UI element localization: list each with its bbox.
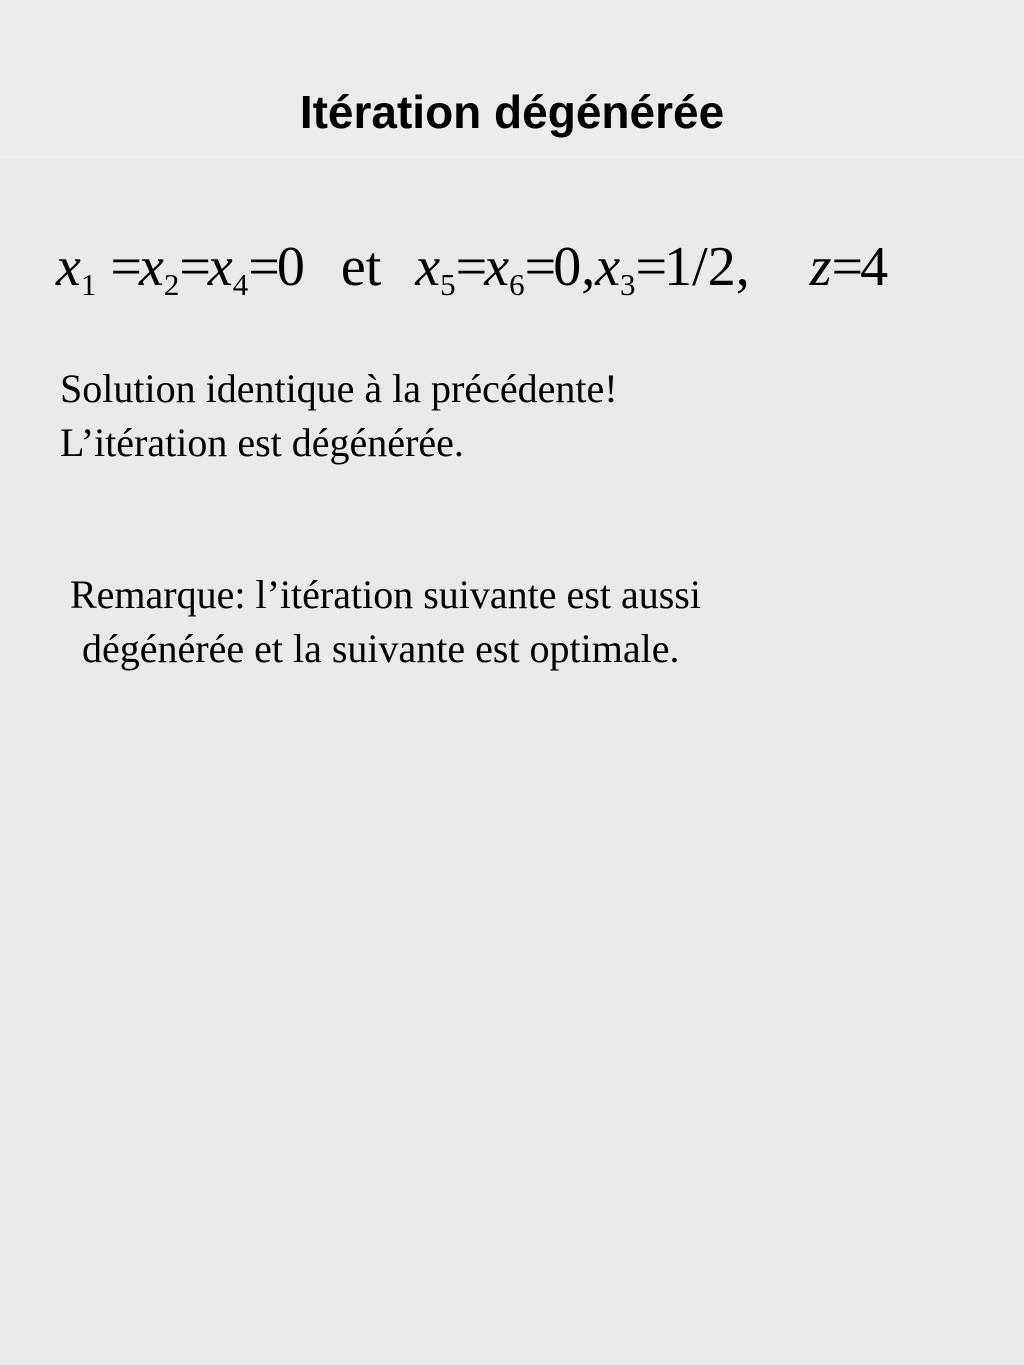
eq-var-x2: x <box>138 236 164 298</box>
eq-word-et: et <box>340 236 382 298</box>
eq-four: 4 <box>860 236 889 298</box>
solution-line-2: L’itération est dégénérée. <box>60 420 464 465</box>
eq-var-x1: x <box>56 236 81 298</box>
eq-var-x5: x <box>415 236 441 298</box>
eq-zero: 0 <box>276 236 305 298</box>
remark-line-2: dégénérée et la suivante est optimale. <box>82 626 680 671</box>
eq-half: 1/2, <box>664 236 750 298</box>
eq-sub-2: 2 <box>163 267 180 302</box>
eq-var-x3: x <box>595 236 621 298</box>
eq-equals: = <box>110 236 139 298</box>
eq-equals: = <box>524 236 554 298</box>
equation <box>56 232 996 312</box>
eq-sub-6: 6 <box>509 267 525 302</box>
eq-var-x6: x <box>484 236 510 298</box>
eq-equals: = <box>831 236 861 298</box>
slide-title: Itération dégénérée <box>299 86 725 138</box>
eq-equals: = <box>635 236 665 298</box>
eq-sub-1: 1 <box>80 267 97 302</box>
eq-equals: = <box>179 236 208 298</box>
eq-comma: , <box>581 236 596 298</box>
eq-sub-5: 5 <box>440 267 456 302</box>
eq-equals: = <box>455 236 485 298</box>
solution-line-1: Solution identique à la précédente! <box>60 366 618 411</box>
eq-zero: 0 <box>553 236 582 298</box>
eq-var-z: z <box>809 236 832 298</box>
eq-var-x4: x <box>207 236 233 298</box>
eq-sub-3: 3 <box>620 267 636 302</box>
eq-sub-4: 4 <box>232 267 249 302</box>
eq-equals: = <box>248 236 277 298</box>
remark-line-1: Remarque: l’itération suivante est aussi <box>70 572 701 617</box>
